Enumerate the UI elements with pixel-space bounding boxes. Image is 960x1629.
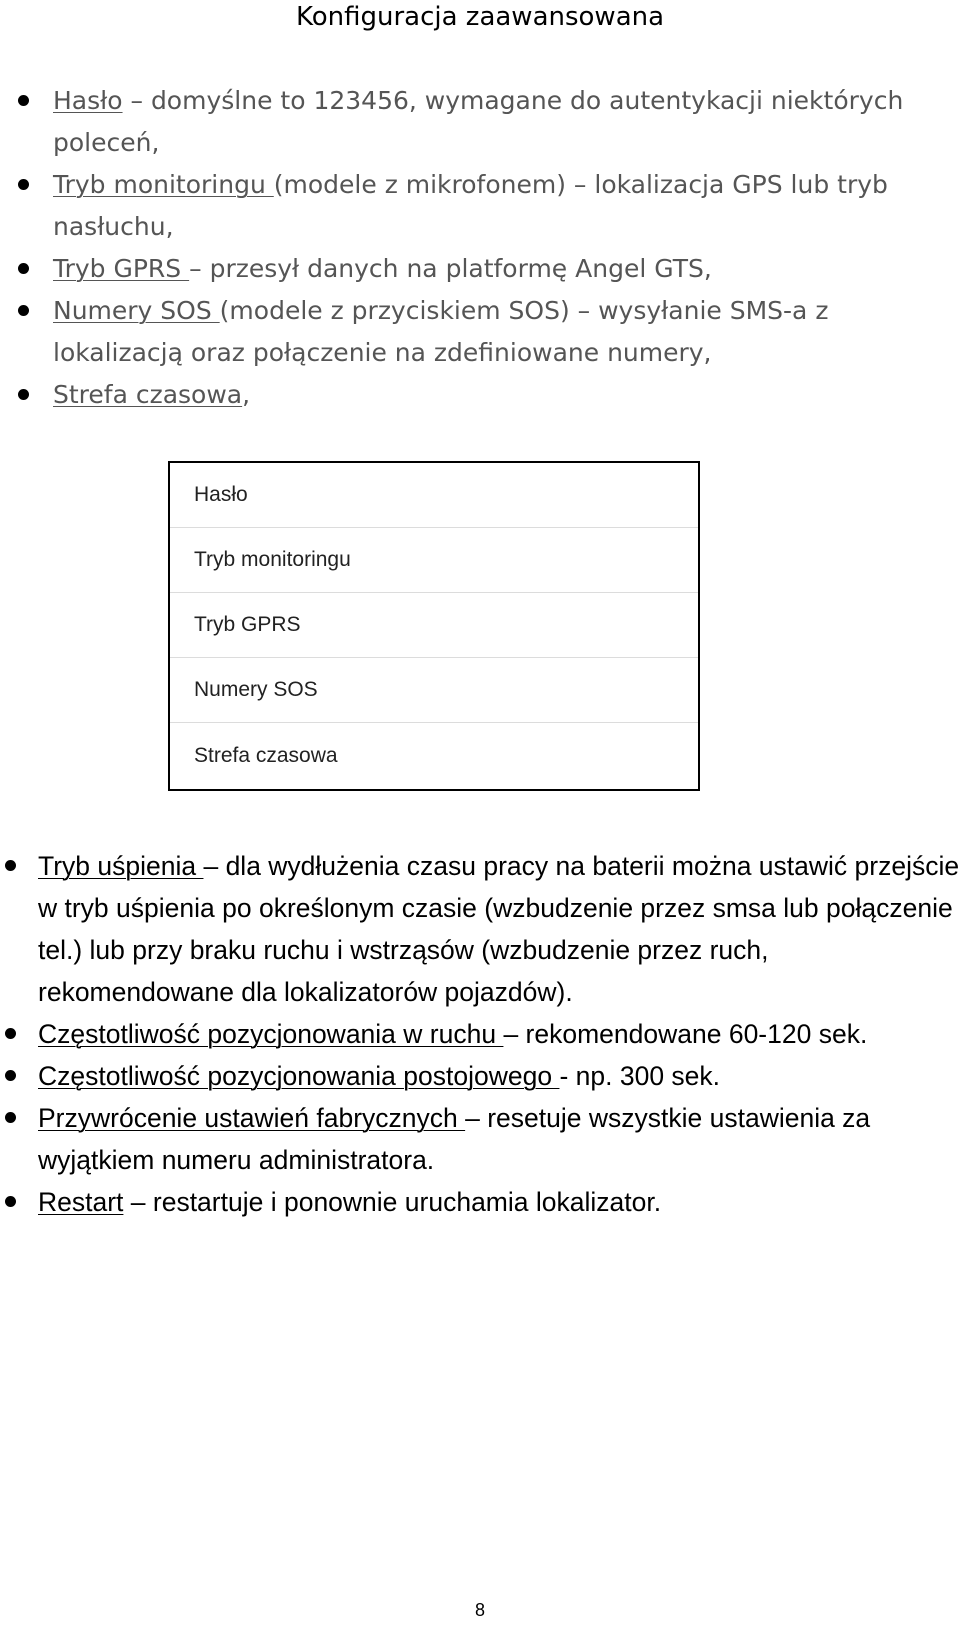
list-item-term: Przywrócenie ustawień fabrycznych [38,1103,466,1133]
list-item [0,80,940,164]
list-item-term: Częstotliwość pozycjonowania postojowego [38,1061,560,1091]
list-item-term: Strefa czasowa [53,380,243,409]
list-item [0,374,940,416]
settings-menu-screenshot [168,461,700,791]
page-number: 8 [474,1600,485,1620]
bullet-icon [18,179,29,190]
bullet-icon [18,305,29,316]
bullet-icon [18,263,29,274]
list-item-term: Hasło [53,86,123,115]
bullet-icon [18,95,29,106]
list-item-term: Częstotliwość pozycjonowania w ruchu [38,1019,504,1049]
list-item-desc: – restartuje i ponownie uruchamia lokalizator. [123,1187,662,1217]
list-item [0,164,940,248]
bullet-icon [5,860,16,871]
menu-item-haslo[interactable]: Hasło [170,463,698,528]
bullet-icon [5,1028,16,1039]
list-item [0,1097,960,1181]
list-item-desc: (modele z mikrofonem) – lokalizacja GPS lub tryb nasłuchu, [53,170,888,241]
list-item-desc: , [242,380,251,409]
list-item [0,1055,960,1097]
list-item [0,248,940,290]
list-item-desc: - np. 300 sek. [559,1061,721,1091]
list-item-term: Restart [38,1187,124,1217]
list-item-desc: (modele z przyciskiem SOS) – wysyłanie SMS-a z lokalizacją oraz połączenie na zdefiniowane numery, [53,296,829,367]
list-item-desc: – dla wydłużenia czasu pracy na baterii można ustawić przejście w tryb uśpienia po określonym czasie (wzbudzenie przez smsa lub połączenie tel.) lub przy braku ruchu i wstrząsów (wzbudzenie przez ruch, rekomendowane dla lokalizatorów pojazdów). [38,851,960,1007]
list-item-desc: – domyślne to 123456, wymagane do autentykacji niektórych poleceń, [53,86,904,157]
list-item-term: Tryb monitoringu [53,170,274,199]
bullet-icon [5,1070,16,1081]
page-title: Konfiguracja zaawansowana [295,2,665,32]
list-item-term: Numery SOS [53,296,220,325]
list-item [0,1013,960,1055]
bullet-icon [5,1112,16,1123]
feature-list-top [0,80,940,416]
bullet-icon [5,1196,16,1207]
list-item-desc: – rekomendowane 60-120 sek. [503,1019,868,1049]
list-item-term: Tryb GPRS [53,254,190,283]
list-item [0,845,960,1013]
list-item-desc: – resetuje wszystkie ustawienia za wyjątkiem numeru administratora. [38,1103,871,1175]
bullet-icon [18,389,29,400]
list-item-desc: – przesył danych na platformę Angel GTS, [189,254,712,283]
menu-item-tryb-gprs[interactable]: Tryb GPRS [170,593,698,658]
menu-item-tryb-monitoringu[interactable]: Tryb monitoringu [170,528,698,593]
menu-item-numery-sos[interactable]: Numery SOS [170,658,698,723]
list-item-term: Tryb uśpienia [38,851,204,881]
feature-list-bottom [0,845,960,1223]
list-item [0,290,940,374]
menu-item-strefa-czasowa[interactable]: Strefa czasowa [194,743,338,767]
list-item [0,1181,960,1223]
